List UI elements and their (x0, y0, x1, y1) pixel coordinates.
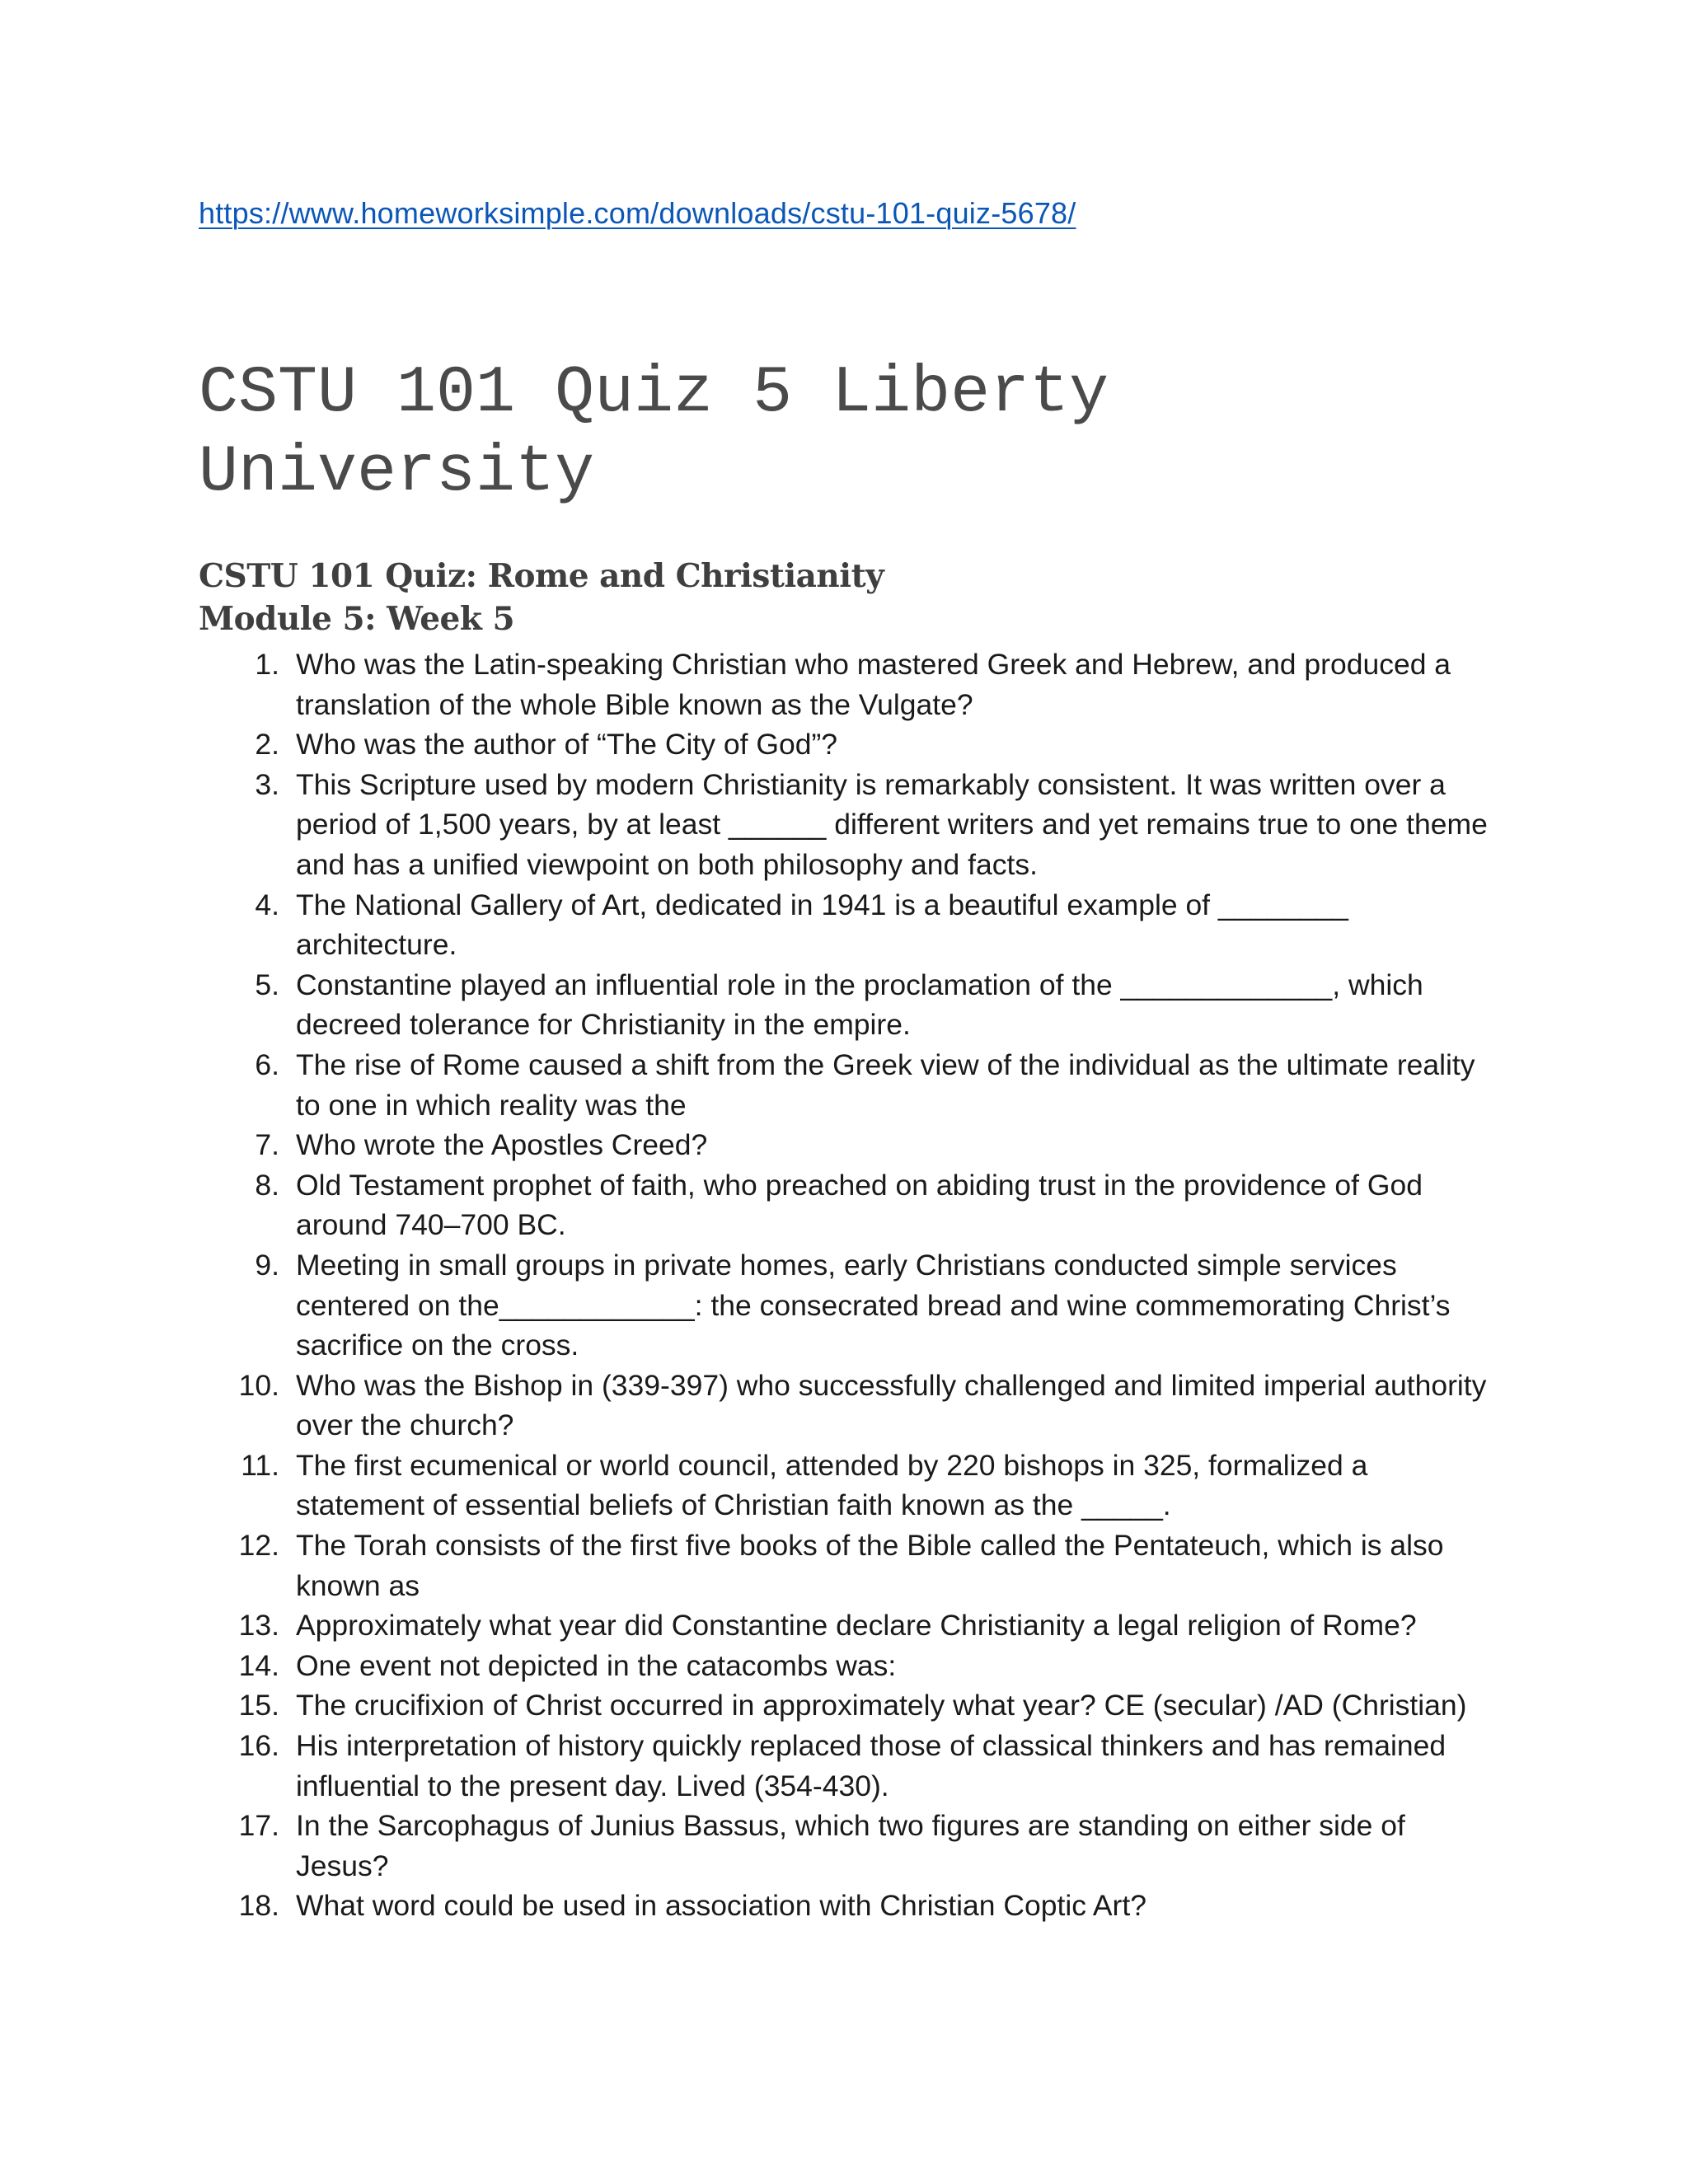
question-text: The National Gallery of Art, dedicated in 1941 is a beautiful example of ________ architecture. (296, 888, 1348, 962)
quiz-subtitle: CSTU 101 Quiz: Rome and Christianity (199, 557, 884, 595)
question-text: The Torah consists of the first five books of the Bible called the Pentateuch, which is also known as (296, 1529, 1444, 1602)
question-item (199, 1125, 1493, 1165)
question-text: One event not depicted in the catacombs was: (296, 1648, 897, 1682)
question-item (199, 1646, 1493, 1686)
question-text: Meeting in small groups in private homes, early Christians conducted simple services centered on the____________: the consecrated bread and wine commemorating Christ’s sacrifice on the cross. (296, 1248, 1451, 1362)
question-number: 7. (255, 1128, 279, 1162)
question-number: 1. (255, 648, 279, 681)
page-title: CSTU 101 Quiz 5 Liberty University (199, 356, 1109, 510)
question-text: The rise of Rome caused a shift from the Greek view of the individual as the ultimate reality to one in which reality was the (296, 1047, 1475, 1122)
question-item (199, 765, 1493, 885)
question-item (199, 644, 1493, 724)
question-item (199, 1726, 1493, 1806)
question-number: 5. (255, 968, 279, 1001)
question-item (199, 1366, 1493, 1446)
question-text: Who wrote the Apostles Creed? (296, 1128, 708, 1162)
question-number: 9. (255, 1248, 279, 1282)
question-text: Who was the Latin-speaking Christian who mastered Greek and Hebrew, and produced a translation of the whole Bible known as the Vulgate? (296, 648, 1451, 721)
question-text: Who was the Bishop in (339-397) who successfully challenged and limited imperial authority over the church? (296, 1368, 1487, 1442)
question-number: 4. (255, 888, 279, 921)
question-item (199, 1605, 1493, 1646)
question-item (199, 1806, 1493, 1886)
question-number: 16. (238, 1729, 279, 1763)
question-text: This Scripture used by modern Christianity is remarkably consistent. It was written over a period of 1,500 years, by at least ______ different writers and yet remains true to one theme and has a unified viewpoint on both philosophy and facts. (296, 767, 1488, 881)
question-item (199, 1685, 1493, 1726)
source-url-link[interactable]: https://www.homeworksimple.com/downloads/cstu-101-quiz-5678/ (199, 196, 1076, 230)
question-item (199, 1526, 1493, 1605)
question-item (199, 1886, 1493, 1926)
question-text: In the Sarcophagus of Junius Bassus, which two figures are standing on either side of Jesus? (296, 1809, 1405, 1882)
module-subtitle: Module 5: Week 5 (199, 600, 515, 638)
question-number: 6. (255, 1047, 279, 1081)
question-number: 14. (238, 1648, 279, 1682)
question-number: 3. (255, 767, 279, 801)
question-item (199, 885, 1493, 965)
question-text: Old Testament prophet of faith, who preached on abiding trust in the providence of God around 740–700 BC. (296, 1168, 1423, 1242)
question-number: 10. (238, 1368, 279, 1402)
question-item (199, 965, 1493, 1045)
question-item (199, 724, 1493, 765)
question-number: 17. (238, 1809, 279, 1843)
question-text: His interpretation of history quickly replaced those of classical thinkers and has remained influential to the present day. Lived (354-430). (296, 1729, 1447, 1802)
question-text: Constantine played an influential role in the proclamation of the _____________, which decreed tolerance for Christianity in the empire. (296, 968, 1423, 1042)
question-text: Who was the author of “The City of God”? (296, 728, 838, 762)
question-item (199, 1165, 1493, 1245)
question-text: What word could be used in association with Christian Coptic Art? (296, 1889, 1146, 1923)
question-number: 2. (255, 728, 279, 762)
question-number: 13. (238, 1609, 279, 1643)
question-text: The first ecumenical or world council, attended by 220 bishops in 325, formalized a statement of essential beliefs of Christian faith known as the _____. (296, 1448, 1368, 1522)
question-item (199, 1446, 1493, 1526)
question-text: The crucifixion of Christ occurred in approximately what year? CE (secular) /AD (Christian) (296, 1689, 1467, 1722)
question-number: 8. (255, 1168, 279, 1202)
question-text: Approximately what year did Constantine declare Christianity a legal religion of Rome? (296, 1609, 1417, 1643)
question-list (199, 644, 1493, 1926)
question-number: 12. (238, 1529, 279, 1563)
question-number: 11. (241, 1448, 279, 1482)
question-item (199, 1245, 1493, 1366)
question-number: 15. (238, 1689, 279, 1722)
question-item (199, 1045, 1493, 1125)
question-number: 18. (238, 1889, 279, 1923)
